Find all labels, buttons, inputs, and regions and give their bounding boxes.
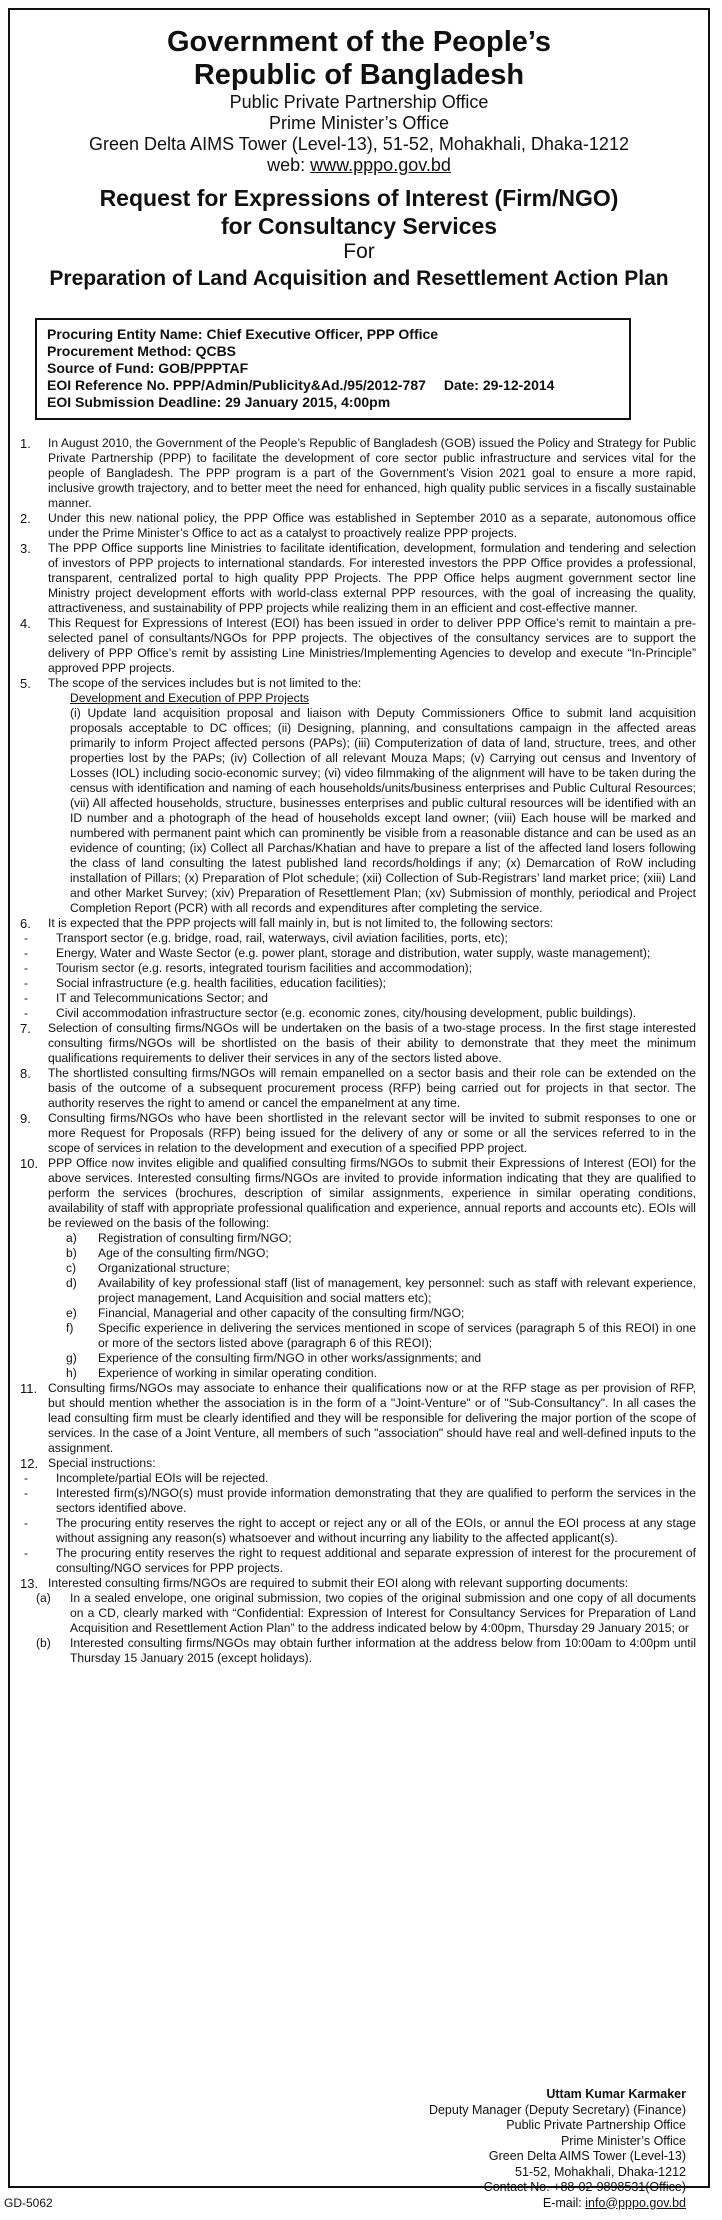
list-marker: c) <box>66 1261 77 1275</box>
paragraph-2 <box>20 511 696 541</box>
signatory-area: 51-52, Mohakhali, Dhaka-1212 <box>515 2164 686 2179</box>
paragraph-text: This Request for Expressions of Interest (EOI) has been issued in order to deliver PPP Office’s remit to maintain a pre-selected panel of consultants/NGOs for PPP projects. The objectives of the consultancy services are to support the delivery of PPP Office’s remit by assisting Line Ministries/Implementing Agencies to develop and execute “In-Principle” approved PPP projects. <box>48 616 696 675</box>
list-marker: - <box>24 946 29 960</box>
procuring-entity: Procuring Entity Name: Chief Executive Officer, PPP Office <box>47 326 439 342</box>
list-item <box>20 1471 696 1486</box>
paragraph-text: Consulting firms/NGOs may associate to enhance their qualifications now or at the RFP stage as per provision of RFP, but should mention whether the association is in the form of a "Joint-Venture" or of "Sub-Consultancy". In all cases the lead consulting firm must be clearly identified and they will be responsible for delivering the major portion of the scope of services. In the case of a Joint Venture, all members of such "association" should have real and well-defined inputs to the assignment. <box>48 1381 696 1455</box>
list-text: Social infrastructure (e.g. health facilities, education facilities); <box>56 976 387 990</box>
signatory-name: Uttam Kumar Karmaker <box>546 2087 686 2101</box>
list-item <box>66 1261 696 1276</box>
list-item <box>66 1321 696 1351</box>
request-title-line2: for Consultancy Services <box>220 213 498 239</box>
paragraph-text: In August 2010, the Government of the People’s Republic of Bangladesh (GOB) issued the Policy and Strategy for Public Private Partnership (PPP) to facilitate the development of core sector public infrastructure and services vital for the people of Bangladesh. The PPP program is a part of the Government’s Vision 2021 goal to ensure a more rapid, inclusive growth trajectory, and to better meet the need for enhanced, high quality public services in a fiscally sustainable manner. <box>48 436 696 510</box>
list-item <box>20 1636 696 1666</box>
paragraph-text: The shortlisted consulting firms/NGOs will remain empanelled on a sector basis and their role can be extended on the basis of the outcome of a subsequent procurement process (RFP) being carried out for projects in that sector. The authority reserves the right to amend or cancel the empanelment at any time. <box>48 1066 696 1110</box>
eoi-reference: EOI Reference No. PPP/Admin/Publicity&Ad./95/2012-787 <box>47 377 426 393</box>
list-marker: g) <box>66 1351 77 1365</box>
paragraph-number: 4. <box>20 616 31 631</box>
paragraph-number: 12. <box>20 1456 39 1471</box>
list-item <box>20 1006 696 1021</box>
advert-code: GD-5062 <box>4 2196 53 2210</box>
submission-deadline: EOI Submission Deadline: 29 January 2015, 4:00pm <box>47 394 391 410</box>
paragraph-number: 6. <box>20 916 31 931</box>
paragraph-text: Consulting firms/NGOs who have been shortlisted in the relevant sector will be invited to submit responses to one or more Request for Proposals (RFP) being issued for the delivery of any or some or all the services referred to in the scope of services in relation to the development and execution of a specified PPP project. <box>48 1111 696 1155</box>
paragraph-3 <box>20 541 696 616</box>
paragraph-7 <box>20 1021 696 1066</box>
advertisement-frame <box>8 8 710 2188</box>
paragraph-text: It is expected that the PPP projects will fall mainly in, but is not limited to, the following sectors: <box>48 916 554 930</box>
paragraph-number: 10. <box>20 1156 39 1171</box>
list-text: Organizational structure; <box>98 1261 230 1275</box>
government-title-line1: Government of the People’s <box>166 26 552 58</box>
list-marker: (a) <box>36 1591 51 1605</box>
list-text: Experience of the consulting firm/NGO in other works/assignments; and <box>98 1351 482 1365</box>
list-marker: - <box>24 961 29 975</box>
paragraph-number: 8. <box>20 1066 31 1081</box>
website-line <box>10 155 708 176</box>
list-text: Age of the consulting firm/NGO; <box>98 1246 269 1260</box>
signatory-designation: Deputy Manager (Deputy Secretary) (Finance) <box>428 2102 686 2117</box>
list-item <box>20 1591 696 1636</box>
paragraph-1 <box>20 436 696 511</box>
paragraph-12 <box>20 1456 696 1471</box>
list-marker: e) <box>66 1306 77 1320</box>
project-title: Preparation of Land Acquisition and Resettlement Action Plan <box>49 267 669 290</box>
paragraph-number: 9. <box>20 1111 31 1126</box>
signatory-contact: Contact No. +88-02-9898531(Office) <box>483 2180 686 2194</box>
list-item <box>66 1306 696 1321</box>
list-text: Transport sector (e.g. bridge, road, rail, waterways, civil aviation facilities, ports, etc); <box>56 931 508 945</box>
list-marker: b) <box>66 1246 77 1260</box>
signatory-office: Public Private Partnership Office <box>506 2118 686 2132</box>
paragraph-6 <box>20 916 696 931</box>
instructions-list <box>20 1471 696 1576</box>
paragraph-body <box>48 676 696 916</box>
government-title-line2: Republic of Bangladesh <box>193 59 525 91</box>
paragraph-number: 2. <box>20 511 31 526</box>
list-marker: h) <box>66 1366 77 1380</box>
paragraph-number: 13. <box>20 1576 39 1591</box>
paragraph-10 <box>20 1156 696 1231</box>
list-item <box>20 976 696 991</box>
paragraph-11 <box>20 1381 696 1456</box>
office-name: Public Private Partnership Office <box>229 92 489 112</box>
paragraph-text: Under this new national policy, the PPP Office was established in September 2010 as a separate, autonomous office under the Prime Minister’s Office to act as a catalyst to proactively realize PPP projects. <box>48 511 696 540</box>
request-title-line1: Request for Expressions of Interest (Firm/NGO) <box>99 185 619 211</box>
header <box>10 10 708 292</box>
paragraph-number: 11. <box>20 1381 38 1396</box>
list-marker: f) <box>66 1321 74 1335</box>
signatory-building: Green Delta AIMS Tower (Level-13) <box>488 2149 686 2163</box>
signatory-email-line <box>429 2196 686 2212</box>
paragraph-5 <box>20 676 696 916</box>
list-item <box>20 931 696 946</box>
list-text: Specific experience in delivering the services mentioned in scope of services (paragraph 5 of this REOI) in one or more of the sectors listed above (paragraph 6 of this REOI); <box>98 1321 696 1350</box>
list-text: Tourism sector (e.g. resorts, integrated tourism facilities and accommodation); <box>56 961 473 975</box>
list-item <box>20 946 696 961</box>
list-text: Civil accommodation infrastructure sector (e.g. economic zones, city/housing development, public buildings). <box>56 1006 637 1020</box>
procurement-method: Procurement Method: QCBS <box>47 343 237 359</box>
eoi-reference-line <box>47 377 619 394</box>
scope-development-title: Development and Execution of PPP Projects <box>70 691 310 705</box>
list-text: Interested consulting firms/NGOs may obtain further information at the address below from 10:00am to 4:00pm until Thursday 15 January 2015 (except holidays). <box>70 1636 696 1665</box>
ministry-name: Prime Minister’s Office <box>268 113 450 133</box>
list-marker: d) <box>66 1276 77 1290</box>
list-marker: - <box>24 931 29 945</box>
signature-block <box>429 2087 686 2211</box>
paragraph-text: The scope of the services includes but is not limited to the: <box>48 676 362 690</box>
eoi-date: Date: 29-12-2014 <box>443 377 555 393</box>
list-item <box>66 1276 696 1306</box>
list-marker: (b) <box>36 1636 51 1650</box>
list-text: IT and Telecommunications Sector; and <box>56 991 268 1005</box>
list-item <box>20 961 696 976</box>
list-item <box>20 991 696 1006</box>
list-text: Financial, Managerial and other capacity of the consulting firm/NGO; <box>98 1306 465 1320</box>
list-text: Availability of key professional staff (list of management, key personnel: such as staff with relevant experience, project management, Land Acquisition and social matters etc); <box>98 1276 696 1305</box>
paragraph-4 <box>20 616 696 676</box>
paragraph-text: Interested consulting firms/NGOs are required to submit their EOI along with relevant supporting documents: <box>48 1576 629 1590</box>
paragraph-number: 7. <box>20 1021 31 1036</box>
email-label: E-mail: <box>542 2195 582 2210</box>
list-text: Experience of working in similar operating condition. <box>98 1366 377 1380</box>
list-marker: - <box>24 1471 29 1485</box>
list-text: The procuring entity reserves the right to accept or reject any or all of the EOIs, or annul the EOI process at any stage without assigning any reason(s) whatsoever and without incurring any liability to the affected applicant(s). <box>56 1516 696 1545</box>
list-item <box>20 1546 696 1576</box>
list-text: Interested firm(s)/NGO(s) must provide information demonstrating that they are qualified to perform the services in the sectors identified above. <box>56 1486 696 1515</box>
source-of-fund: Source of Fund: GOB/PPPTAF <box>47 360 249 376</box>
paragraph-9 <box>20 1111 696 1156</box>
list-marker: - <box>24 1006 29 1020</box>
paragraph-number: 5. <box>20 676 31 691</box>
paragraph-13 <box>20 1576 696 1591</box>
list-item <box>20 1516 696 1546</box>
list-marker: - <box>24 1516 29 1530</box>
paragraph-text: Special instructions: <box>48 1456 156 1470</box>
list-marker: - <box>24 991 29 1005</box>
website-link[interactable]: www.pppo.gov.bd <box>310 155 451 175</box>
list-text: The procuring entity reserves the right to request additional and separate expression of interest for the procurement of consulting/NGO services for PPP projects. <box>56 1546 696 1575</box>
scope-development-section <box>70 691 696 916</box>
procurement-info-box <box>35 318 631 420</box>
list-item <box>66 1231 696 1246</box>
paragraph-text: PPP Office now invites eligible and qualified consulting firms/NGOs to submit their Expressions of Interest (EOI) for the above services. Interested consulting firms/NGOs are invited to provide information indicating that they are qualified to perform the services (brochures, description of similar assignments, experience in similar operating conditions, availability of staff with appropriate professional qualification and experience, annual reports and accounts etc). EOIs will be reviewed on the basis of the following: <box>48 1156 696 1230</box>
submission-list <box>20 1591 696 1666</box>
paragraph-number: 1. <box>20 436 31 451</box>
criteria-list <box>66 1231 696 1381</box>
sector-list <box>20 931 696 1021</box>
for-label: For <box>343 240 375 263</box>
paragraph-body <box>48 916 696 931</box>
list-item <box>66 1246 696 1261</box>
signatory-ministry: Prime Minister’s Office <box>560 2133 686 2148</box>
office-address: Green Delta AIMS Tower (Level-13), 51-52, Mohakhali, Dhaka-1212 <box>89 134 629 154</box>
list-marker: - <box>24 976 29 990</box>
list-item <box>20 1486 696 1516</box>
paragraph-number: 3. <box>20 541 31 556</box>
list-item <box>66 1351 696 1366</box>
list-marker: - <box>24 1546 29 1560</box>
list-text: Registration of consulting firm/NGO; <box>98 1231 292 1245</box>
list-marker: - <box>24 1486 29 1500</box>
paragraph-text: The PPP Office supports line Ministries to facilitate identification, development, formulation and tendering and selection of investors of PPP projects to international standards. For interested investors the PPP Office provides a professional, transparent, centralized portal to high quality PPP Projects. The PPP Office helps augment government sector line Ministry project development efforts with world-class external PPP resources, with the goal of increasing the quality, attractiveness, and sustainability of PPP projects while realizing them in an efficient and cost-effective manner. <box>48 541 696 615</box>
eoi-body <box>20 436 696 1666</box>
list-text: Energy, Water and Waste Sector (e.g. power plant, storage and distribution, water supply, waste management); <box>56 946 651 960</box>
list-marker: a) <box>66 1231 77 1245</box>
email-link[interactable]: info@pppo.gov.bd <box>585 2195 686 2210</box>
list-text: Incomplete/partial EOIs will be rejected. <box>56 1471 269 1485</box>
paragraph-text: Selection of consulting firms/NGOs will be undertaken on the basis of a two-stage process. In the first stage interested consulting firms/NGOs will be shortlisted on the basis of their ability to demonstrate that they meet the minimum qualifications requirements to deliver their services in any of the sectors listed above. <box>48 1021 696 1065</box>
list-item <box>66 1366 696 1381</box>
website-label: web: <box>267 155 306 175</box>
list-text: In a sealed envelope, one original submission, two copies of the original submission and one copy of all documents on a CD, clearly marked with “Confidential: Expression of Interest for Consultancy Services for Preparation of Land Acquisition and Resettlement Action Plan” to the address indicated below by 4:00pm, Thursday 29 January 2015; or <box>70 1591 696 1635</box>
scope-development-text: (i) Update land acquisition proposal and liaison with Deputy Commissioners Office to submit land acquisition proposals acceptable to DC offices; (ii) Designing, planning, and consultations campaign in the affected areas primarily to inform Project affected persons (PAPs); (iii) Computerization of data of land, structure, trees, and other properties lost by the PAPs; (iv) Collection of all relevant Mouza Maps; (v) Carrying out census and Inventory of Losses (IOL) including socio-economic survey; (vi) video filmmaking of the alignment will have to be taken during the census with identification and naming of each households/units/business enterprises and Public Cultural Resources; (vii) All affected households, structure, businesses enterprises and public cultural resources will be identified with an ID number and a photograph of the head of households except land owner; (viii) Each house will be marked and numbered with permanent paint which can prominently be visible from a reasonable distance and can be used as an evidence of counting; (ix) Collect all Parchas/Khatian and have to prepare a list of the affected land losers following the class of land consulting the latest published land records/holdings if any; (x) Demarcation of RoW including installation of Pillars; (x) Preparation of Plot schedule; (xii) Collection of Sub-Registrars’ land market price; (xiii) Land and other Market Survey; (xiv) Preparation of Resettlement Plan; (xv) Submission of monthly, periodical and Project Completion Report (PCR) with all records and expenditures after completing the service. <box>70 706 696 915</box>
paragraph-8 <box>20 1066 696 1111</box>
